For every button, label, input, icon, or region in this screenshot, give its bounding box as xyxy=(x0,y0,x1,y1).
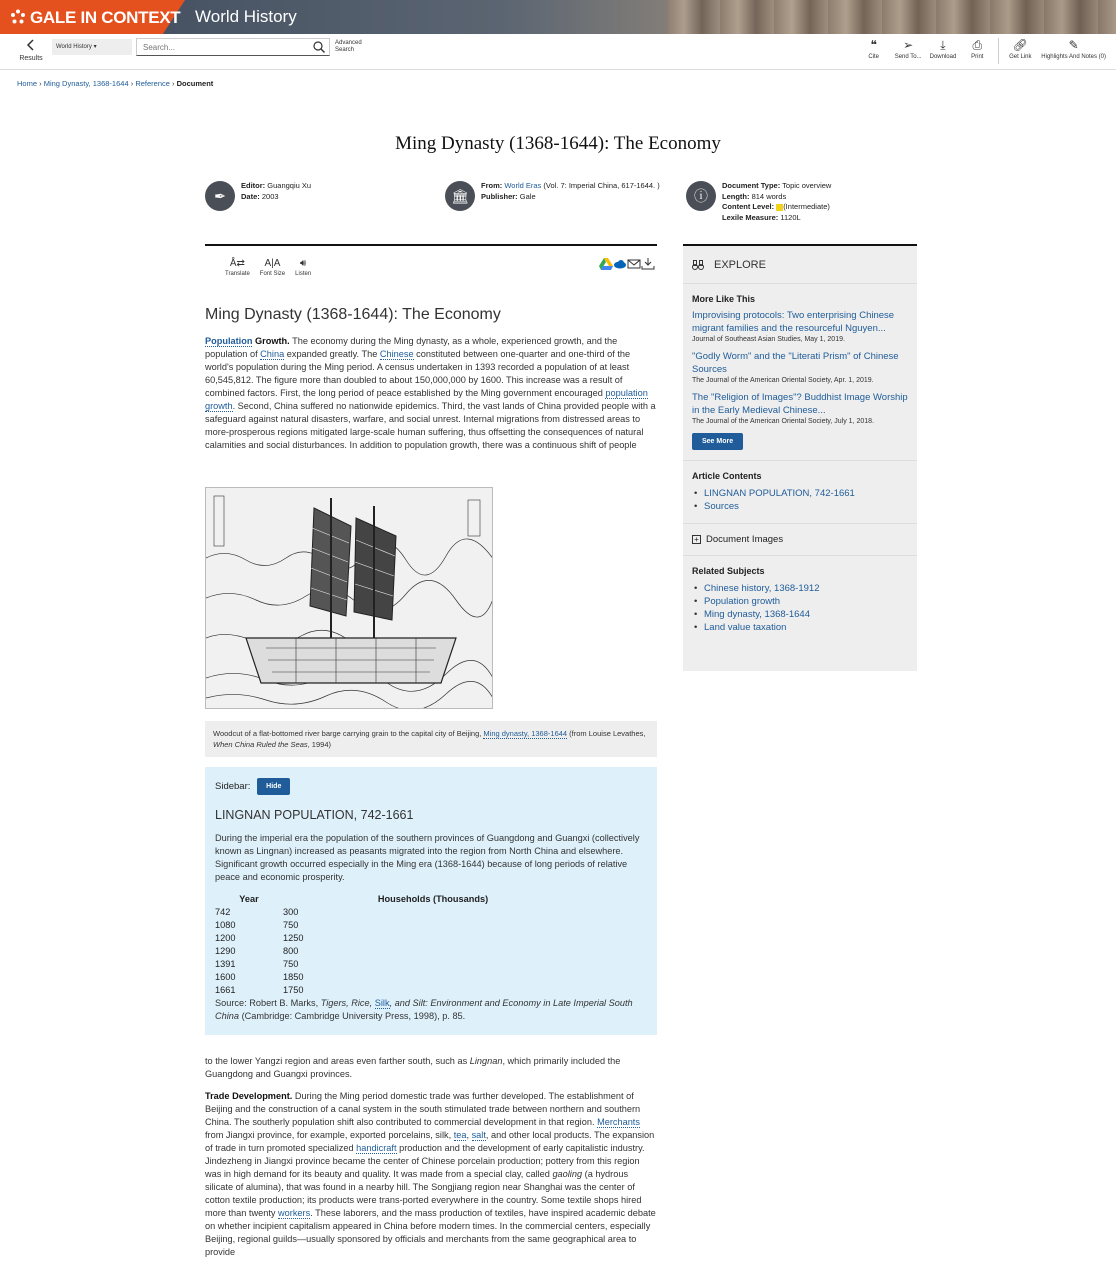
get-link-label: Get Link xyxy=(1009,54,1032,60)
article-contents-section xyxy=(683,461,917,524)
advanced-search-link[interactable]: Advanced Search xyxy=(335,40,362,53)
back-label: Results xyxy=(19,55,43,62)
listen-label: Listen xyxy=(295,271,312,277)
print-icon: ⎙ xyxy=(972,38,983,52)
related-article-link[interactable]: "Godly Worm" and the "Literati Prism" of Chinese Sources xyxy=(692,351,899,375)
content-level-label: Content Level: xyxy=(722,202,775,211)
households-column-header: Households (Thousands) xyxy=(377,894,489,904)
sidebar-source xyxy=(215,997,647,1023)
article-contents-heading: Article Contents xyxy=(692,471,762,481)
table-row xyxy=(215,971,583,984)
meta-source xyxy=(445,181,660,211)
list-item xyxy=(692,621,908,634)
explore-panel xyxy=(683,244,917,671)
scope-label: World History xyxy=(56,44,92,50)
households-cell: 300 xyxy=(283,907,299,917)
back-to-results-button[interactable] xyxy=(16,39,46,62)
speaker-icon: 🔊︎ xyxy=(300,258,307,269)
silk-link[interactable]: Silk xyxy=(374,998,390,1008)
p3-text-b: from Jiangxi province, for example, exported porcelains, silk, xyxy=(205,1130,454,1140)
date-label: Date: xyxy=(241,191,260,201)
image-caption xyxy=(205,721,657,757)
source-title-b: , and Silt: Environment and Economy in Late Imperial South China xyxy=(215,998,633,1021)
document-tools xyxy=(853,38,1106,64)
list-item xyxy=(692,595,908,608)
p1-text-c: constituted between one-quarter and one-third of the world's population during the Ming period. A census undertaken in 1393 recorded a population of at least 60,545,812. The figure more than doubled to about 150,000,000 by 1600. This increase was a result of combined factors. First, the long period of peace established by the Ming government encouraged xyxy=(205,349,631,398)
list-item xyxy=(692,351,908,385)
table-row xyxy=(215,932,583,945)
contents-link[interactable]: LINGNAN POPULATION, 742-1661 xyxy=(704,488,855,499)
more-like-this-heading: More Like This xyxy=(692,294,756,304)
document-images-label: Document Images xyxy=(706,534,784,545)
subject-link[interactable]: Population growth xyxy=(704,596,781,607)
library-icon: 🏛︎ xyxy=(445,181,475,211)
product-name[interactable]: World History xyxy=(195,7,297,26)
publisher-label: Publisher: xyxy=(481,191,518,201)
translate-button[interactable] xyxy=(225,258,250,277)
households-cell: 1750 xyxy=(283,985,304,995)
p3-text-d: production and the development of early capitalistic industry. Jindezheng in Jiangxi province became the center of Chinese porcelain production; pottery from this region was in high demand for its beauty and quality. It was made from a special clay, called xyxy=(205,1143,645,1179)
download-button[interactable] xyxy=(930,38,957,64)
more-like-this-section xyxy=(683,284,917,461)
breadcrumb-topic[interactable]: Ming Dynasty, 1368-1644 xyxy=(43,79,129,88)
trade-heading: Trade Development. xyxy=(205,1091,293,1101)
pen-icon: ✎ xyxy=(1068,38,1079,52)
table-row xyxy=(215,945,583,958)
highlights-label: Highlights And Notes (0) xyxy=(1041,54,1106,60)
send-icon: ➢ xyxy=(903,38,914,52)
list-item xyxy=(692,608,908,621)
source-text-a: Source: Robert B. Marks, xyxy=(215,998,321,1008)
gale-logo[interactable] xyxy=(10,7,180,28)
info-icon: ⓘ xyxy=(686,181,716,211)
search-input[interactable] xyxy=(136,38,330,56)
related-subjects-heading: Related Subjects xyxy=(692,566,765,576)
sidebar-box xyxy=(205,767,657,1035)
chevron-left-icon xyxy=(26,39,36,51)
p3-text-f: . These laborers, and the mass production of textiles, have inspired academic debate on whether incipient capitalism appeared in China before modern times. In the commercial centers, especially Beijing, regional guilds—usually sponsored by officials and merchants from the same geographical area to provide xyxy=(205,1208,656,1257)
content-level-value: (Intermediate) xyxy=(783,202,830,211)
document-images-toggle[interactable] xyxy=(692,534,908,545)
see-more-button[interactable]: See More xyxy=(692,433,743,450)
year-cell: 1200 xyxy=(215,933,236,943)
handicraft-link[interactable]: handicraft xyxy=(356,1143,397,1153)
font-size-icon: A|A xyxy=(264,258,281,269)
breadcrumb-current: Document xyxy=(176,79,214,88)
article-container xyxy=(205,244,657,298)
font-size-button[interactable] xyxy=(260,258,285,277)
send-to-button[interactable] xyxy=(895,38,922,64)
download-icon[interactable] xyxy=(641,258,655,270)
google-drive-icon[interactable] xyxy=(599,258,613,270)
publisher-value: Gale xyxy=(519,191,536,201)
tea-link[interactable]: tea xyxy=(453,1130,467,1140)
p3-text-e: (a hydrous silicate of alumina), that was found in a nearby hill. The Songjiang region near Shanghai was the center of cotton textile production; its products were trans-ported everywhere in the country. Some textile shops hired more than twenty xyxy=(205,1169,642,1218)
list-item xyxy=(692,500,908,513)
article-paragraph-1 xyxy=(205,335,657,452)
p3-text-c: , and other local products. The expansion of trade in turn promoted specialized xyxy=(205,1130,655,1153)
length-value: 814 words xyxy=(751,191,787,201)
download-icon: ⤓ xyxy=(940,38,946,52)
related-subjects-section xyxy=(683,556,917,644)
year-cell: 1600 xyxy=(215,972,236,982)
related-article-link[interactable]: Improvising protocols: Two enterprising Chinese migrant families and the resourceful Nguyen... xyxy=(692,310,895,334)
source-text-b: (Cambridge: Cambridge University Press, 1998), p. 85. xyxy=(239,1011,466,1021)
download-label: Download xyxy=(929,54,957,60)
translate-label: Translate xyxy=(225,271,250,277)
explore-title: EXPLORE xyxy=(714,258,766,271)
contents-link[interactable]: Sources xyxy=(704,501,739,512)
p1-text-a: The economy during the Ming dynasty, as a whole, experienced growth, and the population of xyxy=(205,336,618,359)
cite-label: Cite xyxy=(868,54,880,60)
print-button[interactable] xyxy=(964,38,990,64)
ming-dynasty-link[interactable]: Ming dynasty, 1368-1644 xyxy=(483,729,568,738)
table-row xyxy=(215,906,583,919)
subject-link[interactable]: Land value taxation xyxy=(704,622,787,633)
caption-text-b: (from Louise Levathes, xyxy=(567,729,646,738)
households-cell: 800 xyxy=(283,946,299,956)
expand-plus-icon: + xyxy=(692,535,701,544)
growth-heading: Growth. xyxy=(252,336,290,346)
editor-label: Editor: xyxy=(241,181,266,190)
barge-illustration xyxy=(206,488,493,709)
population-link[interactable]: Population xyxy=(205,336,253,346)
article-paragraph-3 xyxy=(205,1090,657,1259)
population-growth-link[interactable]: population growth xyxy=(205,388,648,411)
year-column-header: Year xyxy=(239,894,259,904)
p3-comma: , xyxy=(466,1130,472,1140)
source-volume: (Vol. 7: Imperial China, 617-1644. ) xyxy=(543,181,660,190)
workers-link[interactable]: workers xyxy=(278,1208,311,1218)
related-article-source: The Journal of the American Oriental Society, July 1, 2018. xyxy=(692,418,874,425)
article-toolbar xyxy=(205,244,657,298)
print-label: Print xyxy=(971,54,984,60)
meta-document-info xyxy=(686,181,831,223)
gaoling-term: gaoling xyxy=(552,1169,583,1179)
onedrive-icon[interactable] xyxy=(613,258,627,270)
doc-type-value: Topic overview xyxy=(782,181,832,190)
table-row xyxy=(215,984,583,997)
send-label: Send To... xyxy=(894,54,922,60)
gale-star-icon xyxy=(10,9,26,25)
tool-divider xyxy=(998,38,999,64)
share-icons xyxy=(599,258,655,270)
list-item xyxy=(692,392,908,426)
year-cell: 1080 xyxy=(215,920,236,930)
china-link[interactable]: China xyxy=(260,349,285,359)
table-row xyxy=(215,919,583,932)
document-images-section[interactable] xyxy=(683,524,917,556)
breadcrumb-home[interactable]: Home xyxy=(17,79,38,88)
font-size-label: Font Size xyxy=(259,271,286,277)
list-item xyxy=(692,487,908,500)
from-label: From: xyxy=(481,181,503,190)
doc-type-label: Document Type: xyxy=(722,181,781,190)
table-row xyxy=(215,958,583,971)
households-cell: 1850 xyxy=(283,972,304,982)
p3-text-a: During the Ming period domestic trade was further developed. The establishment of Beijing and the construction of a canal system in the south stimulated trade between northern and southern China. The southerly population shift also contributed to commercial development in that region. xyxy=(205,1091,641,1127)
chinese-link[interactable]: Chinese xyxy=(379,349,414,359)
subject-link[interactable]: Chinese history, 1368-1912 xyxy=(704,583,820,594)
length-label: Length: xyxy=(722,191,750,201)
households-cell: 1250 xyxy=(283,933,304,943)
p1-text-d: . Second, China suffered no nationwide epidemics. Third, the vast lands of China provided people with a safeguard against natural disasters, warfare, and social unrest. Internal migrations from distressed areas to more-prosperous regions mitigated large-scale human suffering, thus offsetting the consequences of natural calamities and social disturbances. In addition to population growth, there was a continuous shift of people xyxy=(205,401,656,450)
translate-icon: Å⇄ xyxy=(229,258,245,269)
population-table xyxy=(215,893,583,997)
breadcrumb xyxy=(17,79,213,88)
households-cell: 750 xyxy=(283,920,299,930)
hide-sidebar-button[interactable]: Hide xyxy=(257,778,290,795)
year-cell: 1391 xyxy=(215,959,236,969)
related-article-link[interactable]: The "Religion of Images"? Buddhist Image Worship in the Early Medieval Chinese... xyxy=(692,392,908,416)
lexile-label: Lexile Measure: xyxy=(722,212,779,222)
sidebar-label: Sidebar: xyxy=(215,781,251,793)
pen-icon: ✒ xyxy=(205,181,235,211)
year-cell: 1661 xyxy=(215,985,236,995)
header-banner xyxy=(0,0,1116,34)
sidebar-heading: LINGNAN POPULATION, 742-1661 xyxy=(215,808,414,822)
meta-editor xyxy=(205,181,311,211)
lingnan-term: Lingnan xyxy=(469,1056,503,1066)
salt-link[interactable]: salt xyxy=(471,1130,486,1140)
editor-value: Guangqiu Xu xyxy=(267,181,312,190)
woodcut-image[interactable] xyxy=(205,487,493,709)
explore-header xyxy=(683,246,917,284)
year-cell: 1290 xyxy=(215,946,236,956)
get-link-button[interactable] xyxy=(1007,38,1033,64)
year-cell: 742 xyxy=(215,907,231,917)
caption-text-a: Woodcut of a flat-bottomed river barge carrying grain to the capital city of Beijing, xyxy=(213,729,484,738)
cite-button[interactable] xyxy=(861,38,887,64)
date-value: 2003 xyxy=(261,191,279,201)
breadcrumb-separator: › xyxy=(172,79,177,88)
p2-text-a: to the lower Yangzi region and areas even farther south, such as xyxy=(205,1056,470,1066)
search-scope-select[interactable] xyxy=(52,39,132,55)
merchants-link[interactable]: Merchants xyxy=(597,1117,640,1127)
caption-text-c: , 1994) xyxy=(307,740,331,749)
listen-button[interactable] xyxy=(295,258,311,277)
related-article-source: The Journal of the American Oriental Society, Apr. 1, 2019. xyxy=(692,377,874,384)
lexile-value: 1120L xyxy=(780,212,801,222)
households-cell: 750 xyxy=(283,959,299,969)
email-icon[interactable] xyxy=(627,258,641,270)
link-icon: 🔗︎ xyxy=(1012,38,1028,52)
list-item xyxy=(692,582,908,595)
caption-book-title: When China Ruled the Seas xyxy=(213,740,308,749)
brand-name: GALE IN CONTEXT xyxy=(30,8,181,27)
breadcrumb-separator: › xyxy=(130,79,136,88)
banner-image xyxy=(666,0,1116,34)
sidebar-text: During the imperial era the population of the southern provinces of Guangdong and Guangxi (collectively known as Lingnan) increased as peasants migrated into the region from North China and elsewhere. Significant growth occurred especially in the Ming era (1368-1644) because of long periods of relative peace and economic prosperity. xyxy=(215,833,640,882)
subject-link[interactable]: Ming dynasty, 1368-1644 xyxy=(704,609,810,620)
related-article-source: Journal of Southeast Asian Studies, May 1, 2019. xyxy=(692,336,845,343)
search-icon[interactable] xyxy=(313,41,325,53)
quote-icon: ❝ xyxy=(870,38,877,52)
source-title-a: Tigers, Rice, xyxy=(320,998,375,1008)
list-item xyxy=(692,310,908,344)
page-title: Ming Dynasty (1368-1644): The Economy xyxy=(395,133,721,154)
breadcrumb-section[interactable]: Reference xyxy=(135,79,170,88)
p1-text-b: expanded greatly. The xyxy=(284,349,380,359)
toolbar xyxy=(0,34,1116,70)
article-heading: Ming Dynasty (1368-1644): The Economy xyxy=(205,306,501,323)
binoculars-icon xyxy=(692,259,704,271)
breadcrumb-separator: › xyxy=(39,79,44,88)
highlights-notes-button[interactable] xyxy=(1041,38,1106,64)
article-paragraph-2 xyxy=(205,1055,657,1081)
chevron-down-icon: ▾ xyxy=(93,44,97,50)
source-link[interactable]: World Eras xyxy=(504,181,542,190)
p2-text-b: , which primarily included the Guangdong and Guangxi provinces. xyxy=(205,1056,621,1079)
table-header-row xyxy=(215,893,583,906)
